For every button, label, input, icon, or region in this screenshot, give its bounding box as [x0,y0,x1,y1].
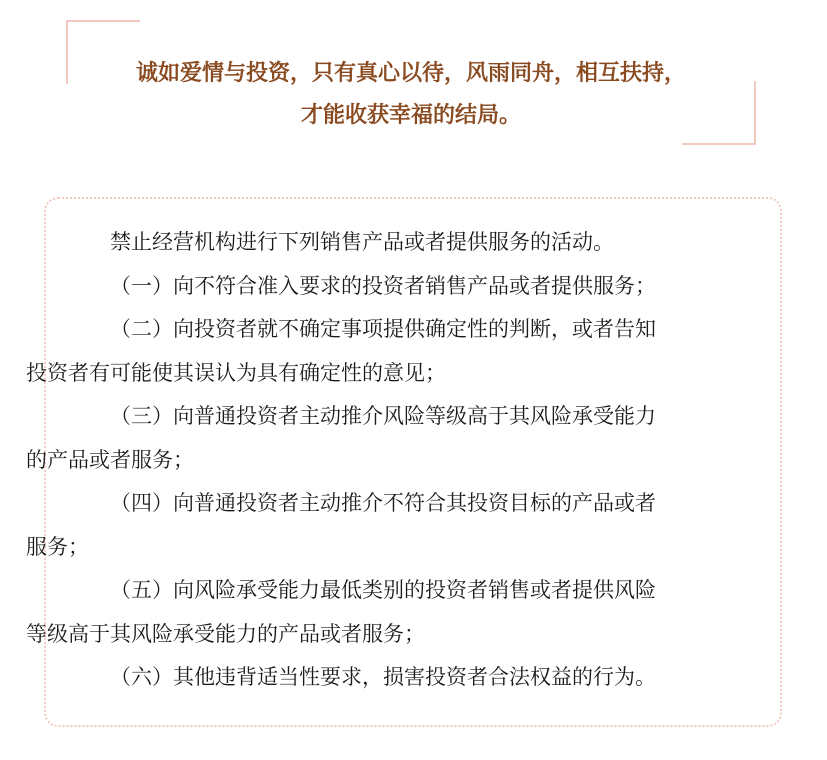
rule-item-4 [26,482,768,569]
rules-text [26,221,768,700]
rule-item-3-continuation: 的产品或者服务； [26,447,194,472]
quote-box [66,20,756,145]
rule-item-6 [68,656,768,700]
quote-line-2: 才能收获幸福的结局。 [300,103,521,128]
rule-item-2 [26,308,768,395]
quote-line-1: 诚如爱情与投资，只有真心以待，风雨同舟，相互扶持， [135,61,686,86]
rule-item-4-text: （四）向普通投资者主动推介不符合其投资目标的产品或者 [110,491,656,515]
rules-intro: 禁止经营机构进行下列销售产品或者提供服务的活动。 [110,230,614,254]
rule-item-3 [26,395,768,482]
rule-item-2-text: （二）向投资者就不确定事项提供确定性的判断，或者告知 [110,317,656,341]
rule-item-3-text: （三）向普通投资者主动推介风险等级高于其风险承受能力 [110,404,656,428]
rule-item-6-text: （六）其他违背适当性要求，损害投资者合法权益的行为。 [110,665,656,689]
rule-item-2-continuation: 投资者有可能使其误认为具有确定性的意见； [26,360,446,385]
rule-item-1-text: （一）向不符合准入要求的投资者销售产品或者提供服务； [110,273,656,298]
rules-box [26,197,782,727]
rule-item-5-continuation: 等级高于其风险承受能力的产品或者服务； [26,621,425,646]
quote-text [66,53,756,137]
rule-item-5 [26,569,768,656]
rule-item-4-continuation: 服务； [26,534,89,559]
rule-item-5-text: （五）向风险承受能力最低类别的投资者销售或者提供风险 [110,578,656,602]
rule-item-1 [68,265,768,309]
